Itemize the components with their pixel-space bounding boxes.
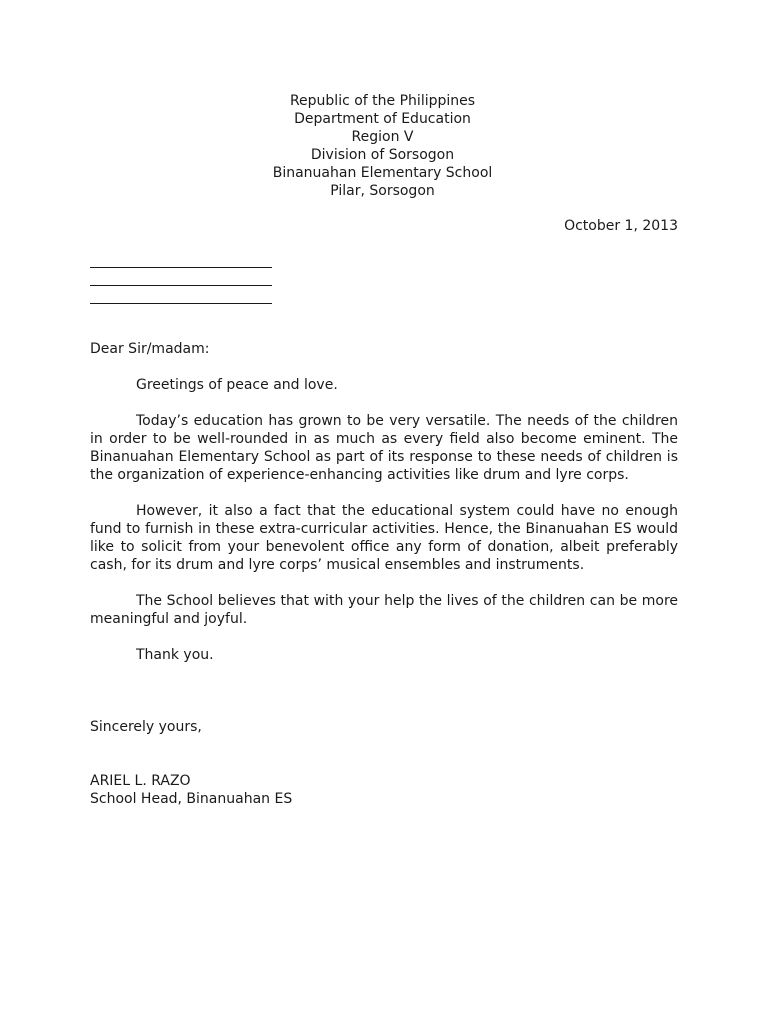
recipient-address-blanks <box>90 250 272 304</box>
signatory-name: ARIEL L. RAZO <box>90 773 191 789</box>
letterhead-country: Republic of the Philippines <box>289 93 476 109</box>
body-paragraph-request: However, it also a fact that the educational system could have no enough fund to furnish in these extra-curricular activities. Hence, the Binanuahan ES would like to solicit from your benevolent office any form of donation, albeit preferably cash, for its drum and lyre corps’ musical ensembles and instruments. <box>90 503 678 573</box>
signatory-title: School Head, Binanuahan ES <box>90 791 293 807</box>
letter-page <box>90 92 678 808</box>
body-paragraph-thanks: Thank you. <box>136 647 214 663</box>
letterhead-region: Region V <box>351 129 414 145</box>
recipient-blank-line <box>90 268 272 286</box>
body-paragraph-belief: The School believes that with your help the lives of the children can be more meaningful and joyful. <box>90 593 678 627</box>
complimentary-close: Sincerely yours, <box>90 719 202 735</box>
recipient-blank-line <box>90 250 272 268</box>
letterhead <box>87 92 678 200</box>
letterhead-division: Division of Sorsogon <box>310 147 455 163</box>
letterhead-department: Department of Education <box>294 111 471 127</box>
letter-date: October 1, 2013 <box>564 218 678 234</box>
body-paragraph-greeting: Greetings of peace and love. <box>136 377 338 393</box>
letterhead-school: Binanuahan Elementary School <box>272 165 493 181</box>
recipient-blank-line <box>90 286 272 304</box>
salutation: Dear Sir/madam: <box>90 341 210 357</box>
body-paragraph-education: Today’s education has grown to be very versatile. The needs of the children in order to be well-rounded in as much as every field also become eminent. The Binanuahan Elementary School as part of its response to these needs of children is the organization of experience-enhancing activities like drum and lyre corps. <box>90 413 678 483</box>
letterhead-location: Pilar, Sorsogon <box>330 183 435 199</box>
signatory-block <box>90 772 678 808</box>
